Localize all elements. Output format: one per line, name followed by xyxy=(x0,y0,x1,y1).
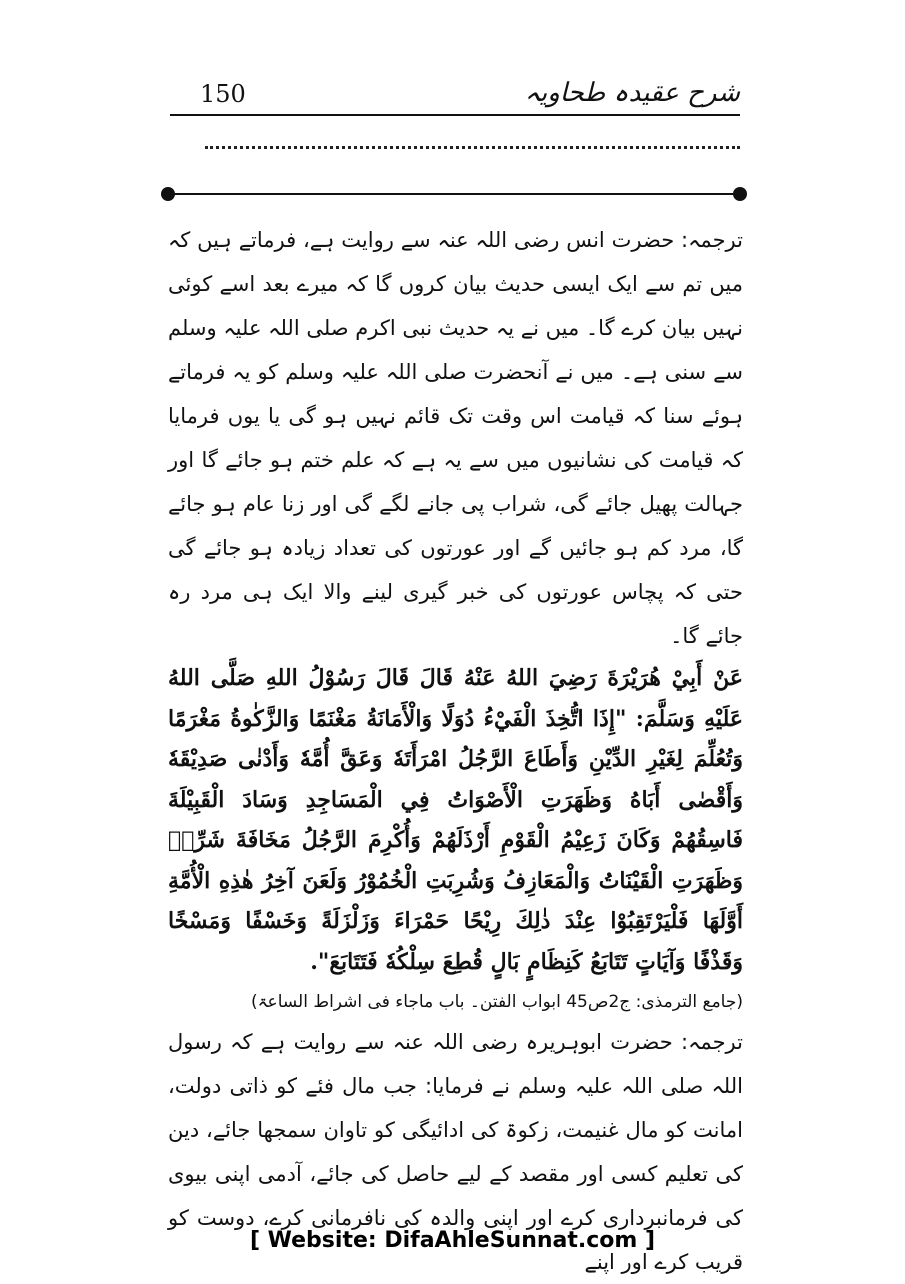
divider-dot-left xyxy=(161,187,175,201)
page-header xyxy=(170,72,740,116)
website-footer: [ Website: DifaAhleSunnat.com ] xyxy=(249,1228,656,1253)
hadith-citation: (جامع الترمذی: ج2ص45 ابواب الفتن۔ باب ماجاء فی اشراط الساعۃ) xyxy=(250,992,743,1012)
divider-dot-right xyxy=(733,187,747,201)
arabic-hadith: عَنْ أَبِيْ هُرَيْرَةَ رَضِيَ اللهُ عَنْهُ قَالَ قَالَ رَسُوْلُ اللهِ صَلَّى اللهُ عَلَيْهِ وَسَلَّمَ: "إِذَا اتُّخِذَ الْفَيْءُ دُوَلًا وَالْأَمَانَةُ مَغْنَمًا وَالزَّكٰوةُ مَغْرَمًا وَتُعُلِّمَ لِغَيْرِ الدِّيْنِ وَأَطَاعَ الرَّجُلُ امْرَأَتَهٗ وَعَقَّ أُمَّهٗ وَأَدْنٰى صَدِيْقَهٗ وَأَقْصٰى أَبَاهُ وَظَهَرَتِ الْأَصْوَاتُ فِي الْمَسَاجِدِ وَسَادَ الْقَبِيْلَةَ فَاسِقُهُمْ وَكَانَ زَعِيْمُ الْقَوْمِ أَرْذَلَهُمْ وَأُكْرِمَ الرَّجُلُ مَخَافَةَ شَرِّهٖ وَظَهَرَتِ الْقَيْنَاتُ وَالْمَعَازِفُ وَشُرِبَتِ الْخُمُوْرُ وَلَعَنَ آخِرُ هٰذِهِ الْأُمَّةِ أَوَّلَهَا فَلْيَرْتَقِبُوْا عِنْدَ ذٰلِكَ رِيْحًا حَمْرَاءَ وَزَلْزَلَةً وَخَسْفًا وَمَسْخًا وَقَذْفًا وَآيَاتٍ تَتَابَعُ كَنِظَامٍ بَالٍ قُطِعَ سِلْكُهٗ فَتَتَابَعَ". xyxy=(168,665,743,975)
header-rule xyxy=(170,114,740,116)
ornamental-divider xyxy=(168,193,740,195)
translation-paragraph-1: ترجمہ: حضرت انس رضی اللہ عنہ سے روایت ہے، فرماتے ہیں کہ میں تم سے ایک ایسی حدیث بیان کروں گا کہ میرے بعد اسے کوئی نہیں بیان کرے گا۔ میں نے یہ حدیث نبی اکرم صلی اللہ علیہ وسلم سے سنی ہے۔ میں نے آنحضرت صلی اللہ علیہ وسلم کو یہ فرماتے ہوئے سنا کہ قیامت اس وقت تک قائم نہیں ہو گی یا یوں فرمایا کہ قیامت کی نشانیوں میں سے یہ ہے کہ علم ختم ہو جائے گا اور جہالت پھیل جائے گی، شراب پی جانے لگے گی اور زنا عام ہو جائے گا، مرد کم ہو جائیں گے اور عورتوں کی تعداد زیادہ ہو جائے گی حتی کہ پچاس عورتوں کی خبر گیری لینے والا ایک ہی مرد رہ جائے گا۔ xyxy=(168,228,743,648)
page-number: 150 xyxy=(200,80,246,108)
dotted-separator xyxy=(205,146,740,149)
running-title: شرح عقیدہ طحاویہ xyxy=(524,78,740,108)
translation-paragraph-2: ترجمہ: حضرت ابوہریرہ رضی اللہ عنہ سے روایت ہے کہ رسول اللہ صلی اللہ علیہ وسلم نے فرمایا: جب مال فئے کو ذاتی دولت، امانت کو مال غنیمت، زکوۃ کی ادائیگی کو تاوان سمجھا جائے، دین کی تعلیم کسی اور مقصد کے لیے حاصل کی جائے، آدمی اپنی بیوی کی فرمانبرداری کرے اور اپنی والدہ کی نافرمانی کرے، دوست کو قریب کرے اور اپنے xyxy=(168,1030,743,1274)
